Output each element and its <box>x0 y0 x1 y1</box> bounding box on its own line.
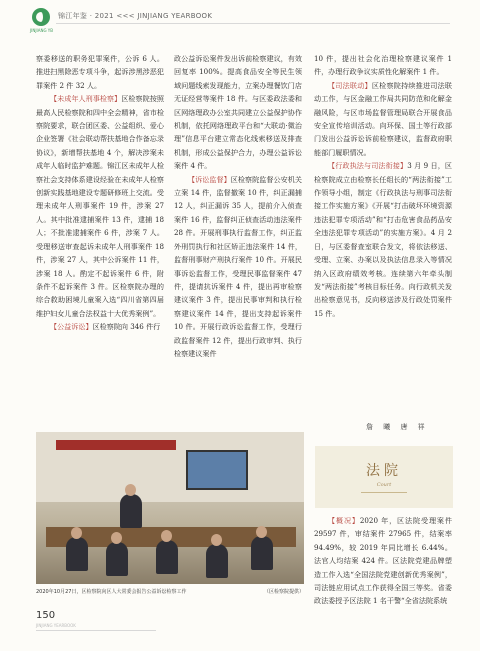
photo-banner <box>56 440 176 450</box>
paragraph <box>314 79 452 159</box>
section-tag: 【司法联动】 <box>328 80 372 90</box>
header-rule <box>56 23 450 24</box>
paragraph-text: 区检察院按照最高人民检察院和四中全会精神，省市检察院要求，联合团区委、公益组织、爱心企业签署《社会联动帮扶基地合作备忘录协议》，新增帮扶基地 4 个，解决涉案未成年人临时监护难题。锦江区未成年人检察社会支持体系建设经验在未成年人检察创新实践基地建设专题研修班上交流。受理未成年人刑事案件 19 件，涉案 27 人。其中批准逮捕案件 13 件，逮捕 18 人；不批准逮捕案件 6 件，涉案 7 人。受理移送审查起诉未成年人刑事案件 18 件，涉案 27 人，其中公诉案件 11 件，涉案 18 人。酌定不起诉案件 6 件，附条件不起诉案件 3 件。区检察院办理的综合救助困境儿童案入选“四川省第四届维护妇女儿童合法权益十大优秀案例”。 <box>36 94 165 318</box>
paragraph <box>174 173 302 361</box>
column-3 <box>314 52 452 320</box>
section-tag: 【公益诉讼】 <box>50 322 93 332</box>
paragraph: 政公益诉讼案件发出诉前检察建议，有效回复率 100%。提高食品安全等民生领域问题线索发现能力，立案办理餐饮门店无证经营等案件 18 件。与区委政法委和区网络理政办公室共同建立公益保护协作机制，依托网络理政平台和“大联动·微治理”信息平台建立常态化线索移送及排查机制，形成公益保护合力，办理公益诉讼案件 4 件。 <box>174 54 302 171</box>
paragraph-text: 2020 年，区法院受理案件 29597 件，审结案件 27965 件，结案率 94.49%，较 2019 年同比增长 6.44%。法官人均结案 424 件。区法院党建品牌塑造工作入选“全国法院党建创新优秀案例”，司法链应用试点工作获得全国三等奖。省委政法委授予区法院 1 名干警“全省法院系统 <box>314 516 452 606</box>
photo-person <box>66 537 88 571</box>
paragraph <box>314 159 452 320</box>
photo-person-head <box>71 527 82 539</box>
paragraph <box>36 320 164 333</box>
logo-text: JINJIANG YB <box>30 28 53 33</box>
photo-person <box>106 542 128 576</box>
paragraph-text: 区检察院持续推进司法联动工作，与区金融工作局共同防范和化解金融风险，与区市场监督管理局联合开展食品安全宣传培训活动。向环保、国土等行政部门发出公益诉讼诉前检察建议，监督政府职能部门履职情况。 <box>314 80 453 157</box>
caption-text: 2020年10月27日，区检察院向区人大常委会报告公益诉讼检察工作 <box>36 589 187 595</box>
column-2 <box>174 52 302 360</box>
author-credit: 詹 曦 唐 祥 <box>366 423 429 431</box>
photo-person-head <box>111 532 122 544</box>
paragraph-text: 区检察院监督公安机关立案 14 件，监督撤案 10 件，纠正漏捕 12 人，纠正漏诉 35 人，提前介入侦查案件 16 件，监督纠正侦查活动违法案件 28 件。开展刑事执行监督工作，纠正监外刑罚执行和社区矫正违法案件 14 件，监督刑事财产刑执行案件 10 件。开展民事诉讼监督工作，受理民事监督案件 47 件，提请抗诉案件 4 件，提出再审检察建议案件 3 件，提出民事审判和执行检察建议案件 14 件，提出支持起诉案件 10 件。开展行政诉讼监督工作，受理行政监督案件 12 件，提出行政审判、执行检察建议案件 <box>174 174 303 358</box>
page-number: 150 <box>36 610 56 621</box>
paragraph <box>314 514 452 608</box>
photo-person-head <box>256 526 267 538</box>
section-rule <box>361 492 407 493</box>
section-title: 法院 <box>366 463 402 479</box>
photo-person <box>206 544 228 578</box>
paragraph: 察委移送的职务犯罪案件，公诉 6 人。推进扫黑除恶专项斗争，起诉涉黑涉恶犯罪案件 2 件 32 人。 <box>36 54 164 90</box>
column-4 <box>314 514 452 608</box>
paragraph-text: 区检察院向 346 件行 <box>92 322 161 332</box>
footer-rule <box>36 630 156 631</box>
page-header <box>0 0 480 40</box>
column-1 <box>36 52 164 334</box>
photo-person <box>251 536 273 570</box>
photo-screen <box>186 450 248 490</box>
photo-person <box>156 540 178 574</box>
photo-caption <box>36 588 304 595</box>
section-subtitle: Court <box>376 482 392 488</box>
photo-person-head <box>125 484 136 496</box>
yearbook-logo-icon <box>32 8 50 26</box>
paragraph <box>36 92 164 320</box>
photo-person-head <box>161 530 172 542</box>
paragraph: 10 件，提出社会化治理检察建议案件 1 件，办理行政争议实质性化解案件 1 件。 <box>314 54 452 77</box>
paragraph-text: 3 月 9 日，区检察院成立由检察长任组长的“两法衔接”工作领导小组，制定《行政执法与刑事司法衔接工作实施方案》《开展“打击破坏环境资源违法犯罪专项活动”和“打击危害食品药品安全违法犯罪专项活动”的实施方案》。4 月 2 日，与区委督查室联合发文，将依法移送、受理、立案、办案以及执法信息录入等情况纳入区政府绩效考核。连续第六年牵头制发“两法衔接”考核目标任务。向行政机关发出检察意见书，反向移送涉及行政处罚案件 15 件。 <box>314 161 453 318</box>
photo-person <box>120 494 142 528</box>
page-footer-text: JINJIANG YEARBOOK <box>36 623 76 628</box>
section-tag: 【未成年人刑事检察】 <box>50 94 122 104</box>
section-tag: 【行政执法与司法衔接】 <box>328 161 408 171</box>
meeting-photo <box>36 432 304 584</box>
section-tag: 【诉讼监督】 <box>188 174 231 184</box>
section-heading-court <box>315 446 453 508</box>
running-header: 锦江年鉴 · 2021 <<< JINJIANG YEARBOOK <box>58 12 213 20</box>
caption-credit: （区检察院提供） <box>263 589 304 595</box>
section-tag: 【概况】 <box>328 516 360 525</box>
photo-person-head <box>211 534 222 546</box>
